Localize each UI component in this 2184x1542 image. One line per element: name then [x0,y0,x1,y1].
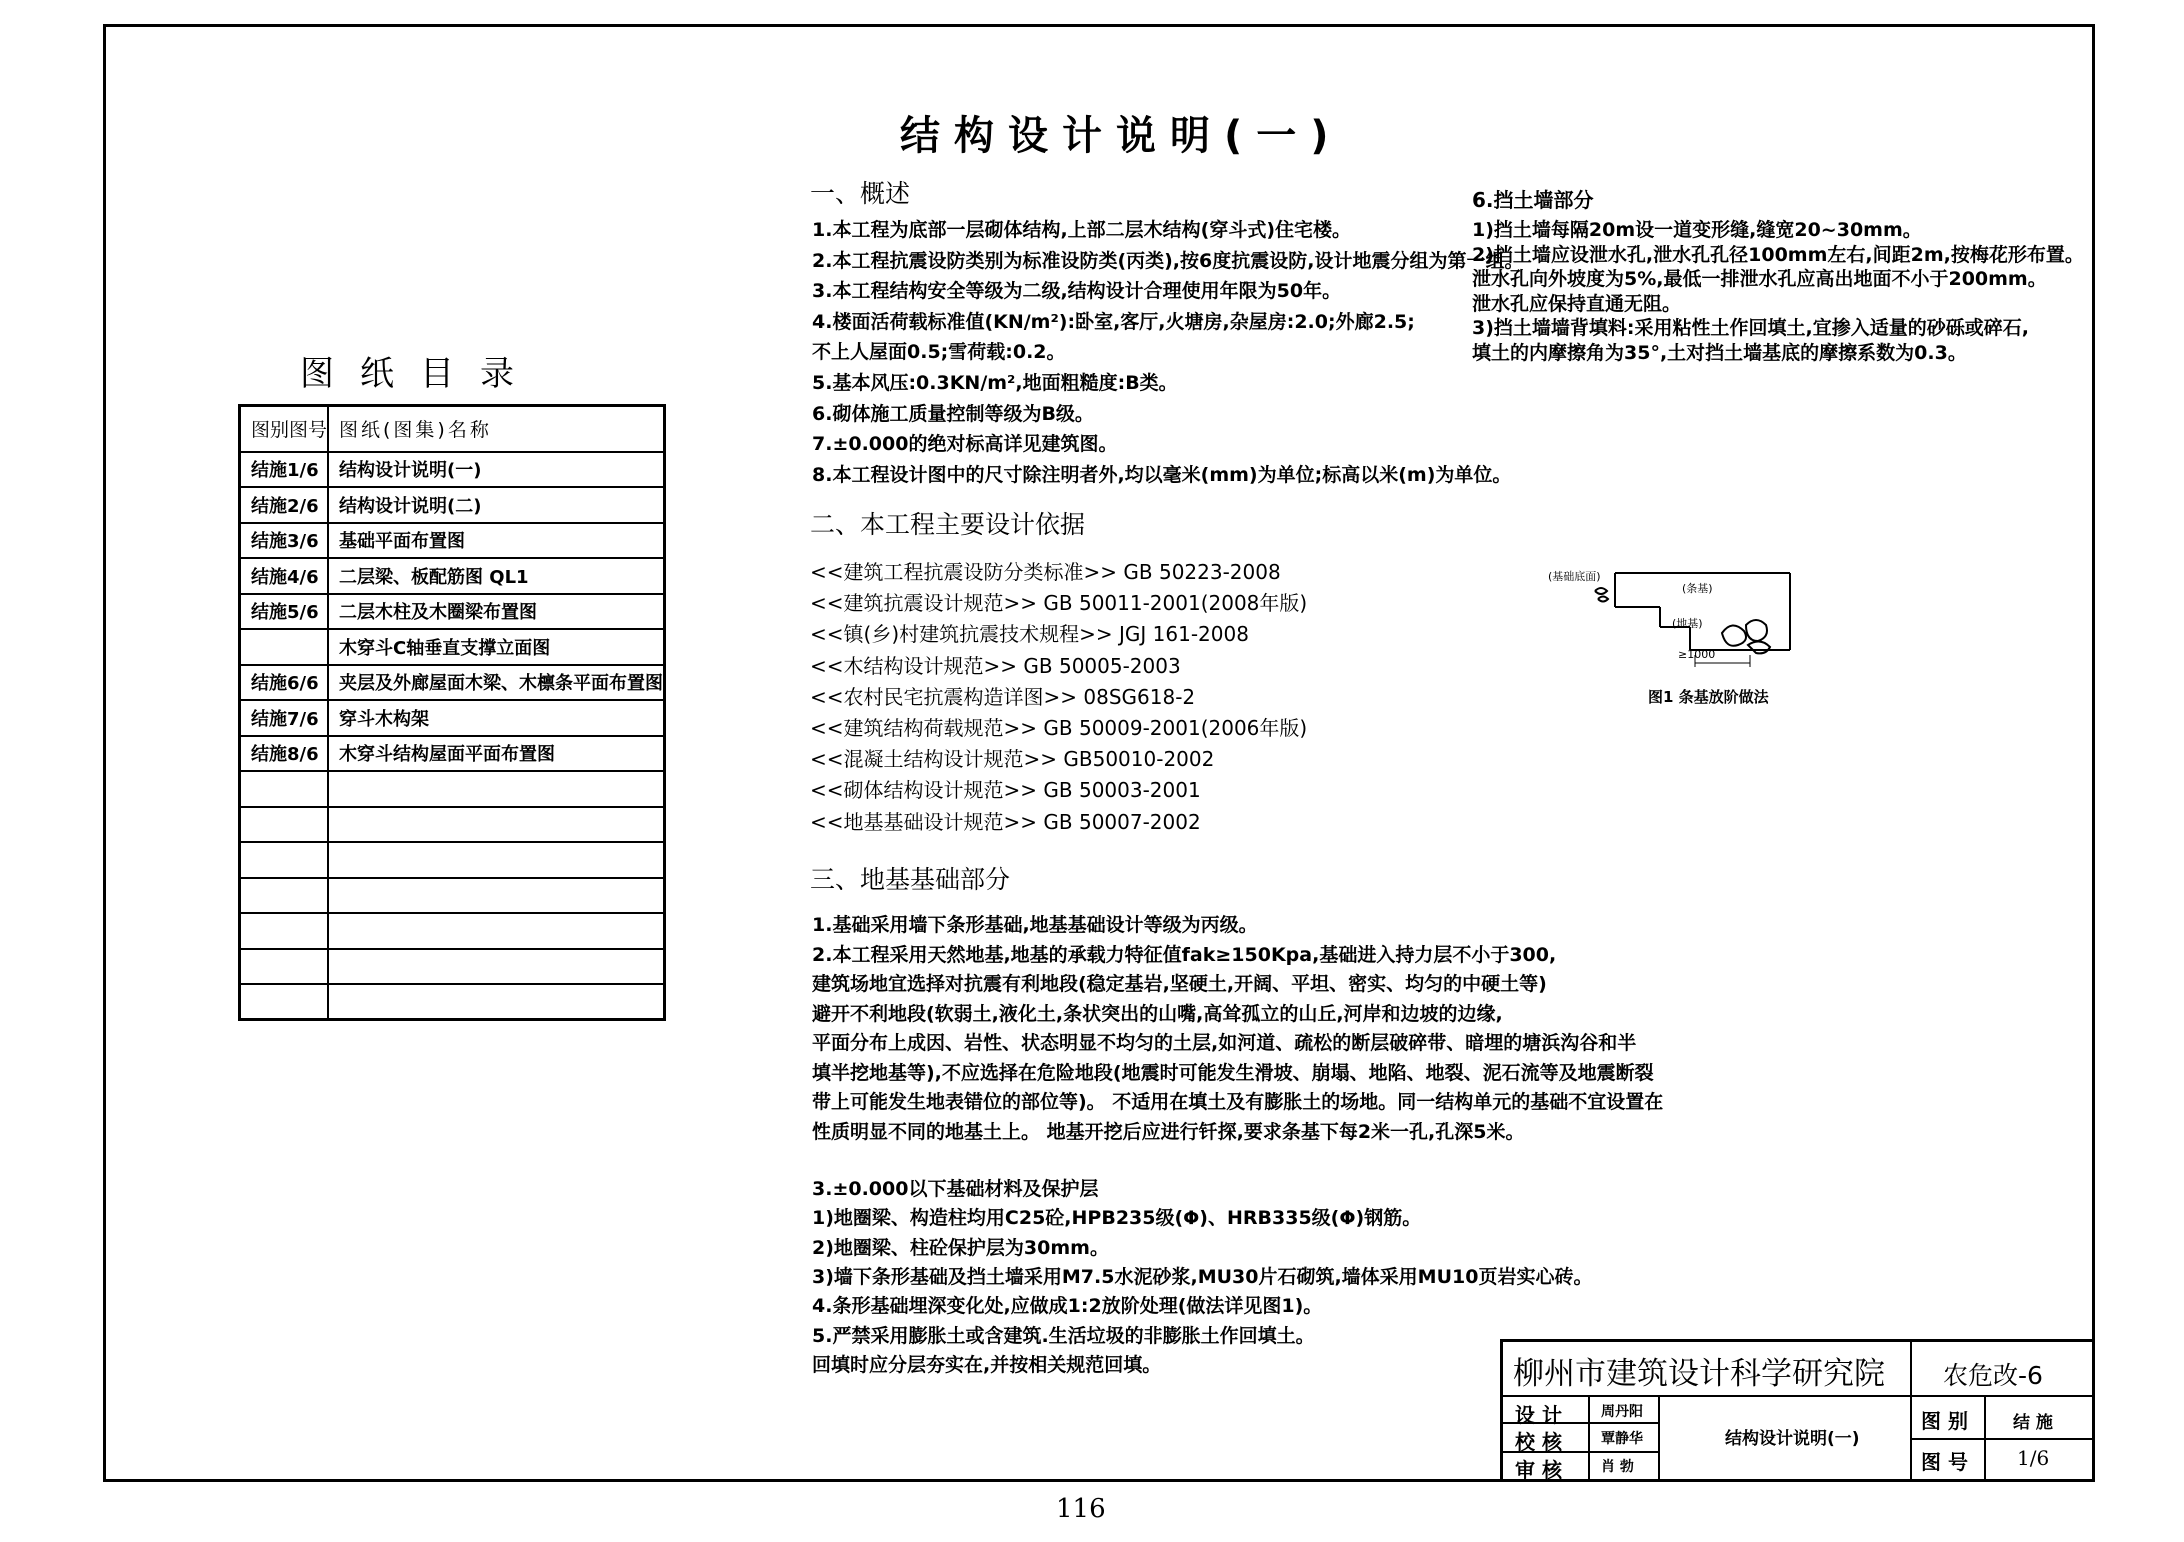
text-line: 填半挖地基等),不应选择在危险地段(地震时可能发生滑坡、崩塌、地陷、地裂、泥石流等及地震断裂 [812,1061,1654,1084]
checker-name: 覃静华 [1601,1431,1643,1447]
index-row-number: 结施3/6 [240,523,329,559]
text-line: 1.基础采用墙下条形基础,地基基础设计等级为丙级。 [812,914,1258,936]
drawing-index-table [238,404,666,1021]
index-row [240,984,665,1020]
index-row-name [328,842,665,878]
text-line: <<混凝土结构设计规范>> GB50010-2002 [810,747,1215,772]
index-row [240,629,665,665]
index-row-number [240,629,329,665]
index-row-name: 结构设计说明(一) [328,452,665,488]
drawing-type-label: 图 别 [1921,1409,1968,1433]
text-line: <<砌体结构设计规范>> GB 50003-2001 [810,778,1201,803]
index-row-number [240,771,329,807]
section-6-heading: 6.挡土墙部分 [1472,188,1594,212]
institute-name: 柳州市建筑设计科学研究院 [1513,1356,1885,1392]
index-row-number: 结施5/6 [240,594,329,630]
text-line: 带上可能发生地表错位的部位等)。 不适用在填土及有膨胀土的场地。同一结构单元的基础不宜设置在 [812,1091,1664,1113]
index-row-name [328,771,665,807]
text-line: <<建筑工程抗震设防分类标准>> GB 50223-2008 [810,560,1281,584]
text-line: 4.楼面活荷载标准值(KN/m²):卧室,客厅,火塘房,杂屋房:2.0;外廊2.5; [812,310,1415,333]
index-row [240,736,665,772]
text-line: 4.条形基础埋深变化处,应做成1:2放阶处理(做法详见图1)。 [812,1295,1323,1318]
text-line: 2)地圈梁、柱砼保护层为30mm。 [812,1236,1109,1259]
section-3-heading: 三、地基基础部分 [810,865,1011,894]
text-line: <<木结构设计规范>> GB 50005-2003 [810,653,1181,678]
text-line: 泄水孔应保持直通无阻。 [1472,292,1682,315]
index-row [240,700,665,736]
role-design: 设 计 [1515,1403,1562,1427]
text-line: 3.±0.000以下基础材料及保护层 [812,1178,1099,1200]
index-row-number: 结施1/6 [240,452,329,488]
index-row [240,487,665,523]
index-row [240,771,665,807]
index-row-number: 结施4/6 [240,558,329,594]
index-row-number [240,842,329,878]
text-line: 回填时应分层夯实在,并按相关规范回填。 [812,1353,1162,1376]
index-header-number: 图别图号 [240,406,329,452]
page-title: 结构设计说明(一) [900,113,1343,159]
index-row [240,452,665,488]
index-row [240,807,665,843]
index-row-number: 结施8/6 [240,736,329,772]
index-row-number [240,913,329,949]
text-line: 7.±0.000的绝对标高详见建筑图。 [812,433,1118,456]
drawing-no-value: 1/6 [2017,1446,2050,1470]
text-line: 5.严禁采用膨胀土或含建筑.生活垃圾的非膨胀土作回填土。 [812,1324,1315,1347]
project-code: 农危改-6 [1943,1361,2043,1390]
index-row-name [328,949,665,985]
designer-name: 周丹阳 [1601,1404,1643,1420]
index-row-number: 结施2/6 [240,487,329,523]
index-row-name: 二层木柱及木圈梁布置图 [328,594,665,630]
index-row-number [240,949,329,985]
page-number: 116 [1056,1494,1106,1524]
index-row-name: 二层梁、板配筋图 QL1 [328,558,665,594]
text-line: 不上人屋面0.5;雪荷载:0.2。 [812,341,1066,364]
role-check: 校 核 [1515,1430,1562,1454]
text-line: 1)地圈梁、构造柱均用C25砼,HPB235级(Φ)、HRB335级(Φ)钢筋。 [812,1207,1422,1230]
index-row-number [240,984,329,1020]
drawing-type-value: 结 施 [2013,1413,2053,1433]
text-line: 2)挡土墙应设泄水孔,泄水孔孔径100mm左右,间距2m,按梅花形布置。 [1472,243,2084,266]
text-line: 性质明显不同的地基土上。 地基开挖后应进行钎探,要求条基下每2米一孔,孔深5米。 [812,1120,1525,1143]
drawing-title-cell: 结构设计说明(一) [1725,1429,1860,1449]
text-line: 建筑场地宜选择对抗震有利地段(稳定基岩,坚硬土,开阔、平坦、密实、均匀的中硬土等) [812,973,1547,995]
text-line: 3.本工程结构安全等级为二级,结构设计合理使用年限为50年。 [812,280,1342,303]
index-row [240,523,665,559]
index-row [240,558,665,594]
text-line: 5.基本风压:0.3KN/m²,地面粗糙度:B类。 [812,372,1178,394]
text-line: 避开不利地段(软弱土,液化土,条状突出的山嘴,高耸孤立的山丘,河岸和边坡的边缘, [812,1002,1503,1025]
text-line: <<农村民宅抗震构造详图>> 08SG618-2 [810,684,1196,709]
index-row [240,949,665,985]
text-line: 2.本工程抗震设防类别为标准设防类(丙类),按6度抗震设防,设计地震分组为第一组。 [812,249,1524,272]
reviewer-name: 肖 勃 [1601,1459,1634,1475]
figure-label-ground: (地基) [1672,617,1703,630]
section-2-heading: 二、本工程主要设计依据 [810,510,1086,539]
text-line: <<地基基础设计规范>> GB 50007-2002 [810,809,1201,834]
index-row [240,842,665,878]
stone-fill-left [1595,588,1608,602]
text-line: 1.本工程为底部一层砌体结构,上部二层木结构(穿斗式)住宅楼。 [812,219,1352,241]
index-row-name [328,878,665,914]
index-row [240,665,665,701]
figure-label-footing: (条基) [1682,582,1713,595]
figure-label-base: (基础底面) [1548,570,1601,583]
index-row-name [328,984,665,1020]
text-line: <<建筑结构荷载规范>> GB 50009-2001(2006年版) [810,716,1308,740]
text-line: 1)挡土墙每隔20m设一道变形缝,缝宽20~30mm。 [1472,219,1922,241]
index-row-name: 木穿斗C轴垂直支撑立面图 [328,629,665,665]
text-line: 平面分布上成因、岩性、状态明显不均匀的土层,如河道、疏松的断层破碎带、暗埋的塘浜沟谷和半 [812,1032,1637,1054]
text-line: 3)挡土墙墙背填料:采用粘性土作回填土,宜掺入适量的砂砾或碎石, [1472,317,2029,339]
text-line: <<建筑抗震设计规范>> GB 50011-2001(2008年版) [810,591,1308,616]
index-row [240,878,665,914]
text-line: <<镇(乡)村建筑抗震技术规程>> JGJ 161-2008 [810,622,1249,647]
drawing-no-label: 图 号 [1921,1450,1968,1474]
index-title: 图纸目录 [300,354,540,394]
index-row-name: 结构设计说明(二) [328,487,665,523]
text-line: 2.本工程采用天然地基,地基的承载力特征值fak≥150Kpa,基础进入持力层不小于300, [812,943,1557,966]
index-row-name: 木穿斗结构屋面平面布置图 [328,736,665,772]
index-row-name: 穿斗木构架 [328,700,665,736]
title-block [1500,1339,2095,1482]
section-1-heading: 一、概述 [810,179,911,208]
index-row-number [240,807,329,843]
text-line: 填土的内摩擦角为35°,土对挡土墙基底的摩擦系数为0.3。 [1472,341,1967,364]
index-row-name [328,807,665,843]
index-row [240,594,665,630]
index-header-row [240,406,665,452]
index-header-name: 图纸(图集)名称 [328,406,665,452]
text-line: 6.砌体施工质量控制等级为B级。 [812,402,1094,425]
index-row-name: 基础平面布置图 [328,523,665,559]
text-line: 泄水孔向外坡度为5%,最低一排泄水孔应高出地面不小于200mm。 [1472,268,2047,290]
text-line: 8.本工程设计图中的尺寸除注明者外,均以毫米(mm)为单位;标高以米(m)为单位。 [812,463,1512,486]
text-line: 3)墙下条形基础及挡土墙采用M7.5水泥砂浆,MU30片石砌筑,墙体采用MU10页岩实心砖。 [812,1265,1593,1288]
role-review: 审 核 [1515,1458,1562,1482]
index-row [240,913,665,949]
figure-dimension: ≥1000 [1678,648,1716,661]
index-row-number: 结施7/6 [240,700,329,736]
index-row-number: 结施6/6 [240,665,329,701]
index-row-name [328,913,665,949]
index-row-number [240,878,329,914]
index-row-name: 夹层及外廊屋面木梁、木檩条平面布置图 [328,665,665,701]
figure-caption: 图1 条基放阶做法 [1648,688,1769,706]
